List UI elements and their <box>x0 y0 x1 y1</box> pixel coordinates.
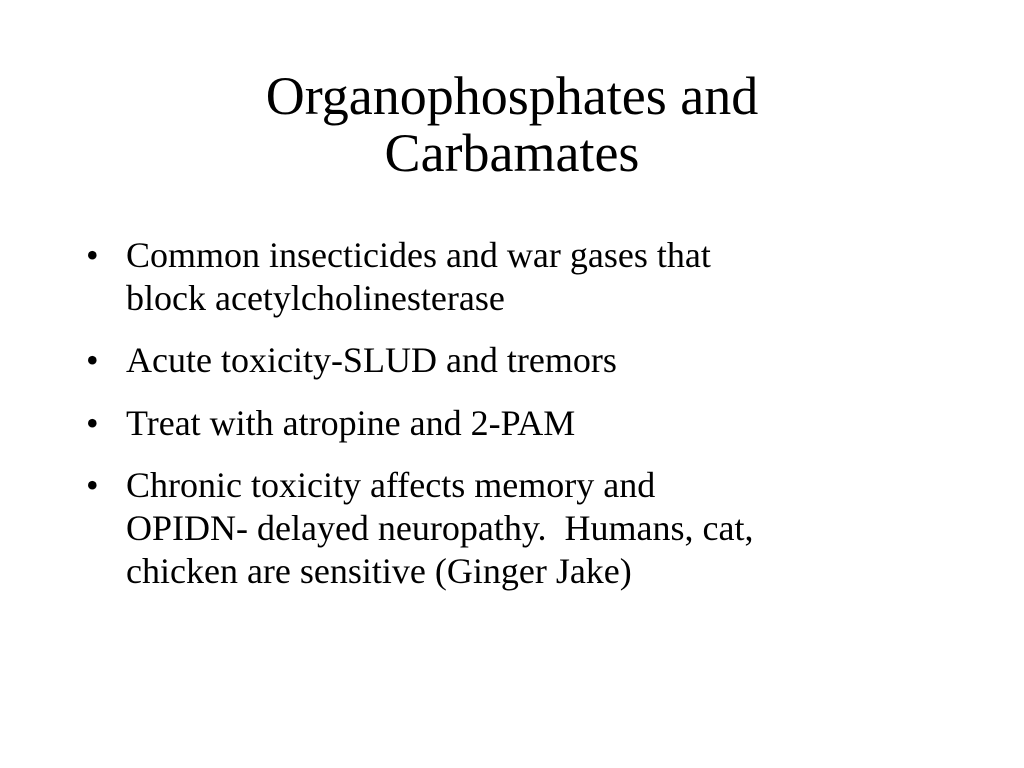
bullet-icon: • <box>86 464 99 505</box>
bullet-item <box>80 234 960 320</box>
bullet-icon: • <box>86 402 99 443</box>
bullet-line: block acetylcholinesterase <box>126 278 505 319</box>
bullet-item <box>80 464 960 594</box>
bullet-icon: • <box>86 340 99 381</box>
bullet-line: OPIDN- delayed neuropathy. Humans, cat, <box>126 507 754 548</box>
bullet-line: Common insecticides and war gases that <box>126 235 711 275</box>
bullet-icon: • <box>86 235 99 275</box>
bullet-line: chicken are sensitive (Ginger Jake) <box>126 551 632 592</box>
bullet-item <box>80 402 960 445</box>
title-line: Carbamates <box>384 122 640 183</box>
bullet-item <box>80 339 960 382</box>
bullet-line: Chronic toxicity affects memory and <box>126 464 656 505</box>
slide-title <box>112 68 912 181</box>
title-line: Organophosphates and <box>265 66 759 126</box>
bullet-line: Treat with atropine and 2-PAM <box>126 402 576 443</box>
bullet-line: Acute toxicity-SLUD and tremors <box>126 340 617 381</box>
bullet-list <box>80 234 960 612</box>
